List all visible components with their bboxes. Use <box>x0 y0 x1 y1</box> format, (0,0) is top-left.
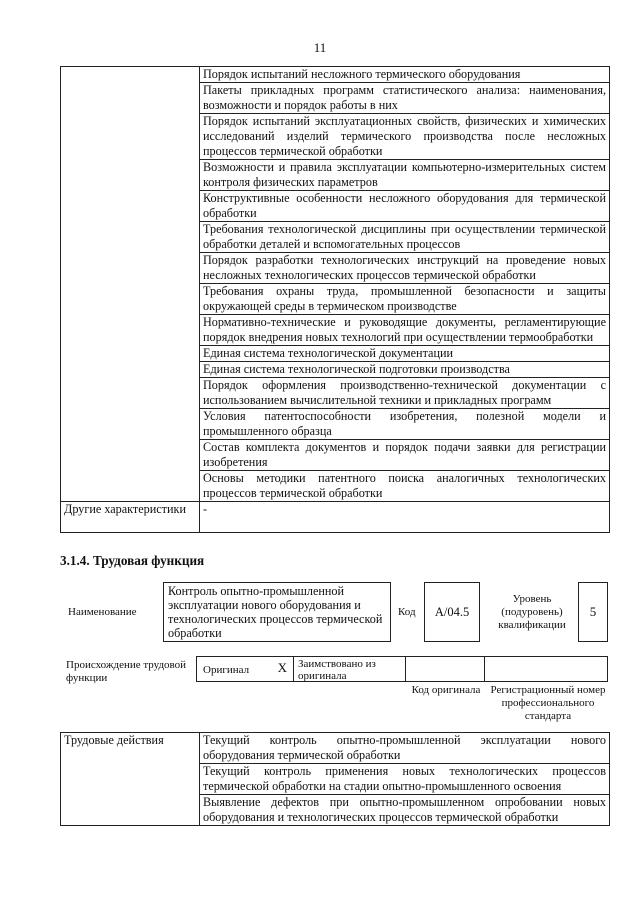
knowledge-table <box>60 66 610 533</box>
reg-number-cell <box>484 656 608 682</box>
knowledge-item: Единая система технологической документации <box>200 346 610 362</box>
orig-code-label: Код оригинала <box>411 684 481 696</box>
labor-action-item: Текущий контроль опытно-промышленной эксплуатации нового оборудования термической обработки <box>200 733 610 764</box>
knowledge-item: Состав комплекта документов и порядок подачи заявки для регистрации изобретения <box>200 440 610 471</box>
original-label: Оригинал <box>203 664 250 676</box>
knowledge-item: Порядок испытаний несложного термического оборудования <box>200 67 610 83</box>
knowledge-item: Возможности и правила эксплуатации компьютерно-измерительных систем контроля физических параметров <box>200 160 610 191</box>
labor-action-item: Выявление дефектов при опытно-промышленном опробовании новых оборудования и технологических процессов термической обработки <box>200 795 610 826</box>
origin-grid <box>196 656 608 682</box>
borrowed-label: Заимствовано из оригинала <box>298 658 376 682</box>
section-title: 3.1.4. Трудовая функция <box>60 553 205 568</box>
knowledge-item: Требования охраны труда, промышленной безопасности и защиты окружающей среды в термическом производстве <box>200 284 610 315</box>
labor-actions-label: Трудовые действия <box>61 733 200 826</box>
page-number: 11 <box>313 40 327 55</box>
knowledge-item: Единая система технологической подготовки производства <box>200 362 610 378</box>
knowledge-item: Требования технологической дисциплины при осуществлении термической обработки деталей и вспомогательных процессов <box>200 222 610 253</box>
knowledge-item: Пакеты прикладных программ статистического анализа: наименования, возможности и порядок работы в них <box>200 83 610 114</box>
knowledge-item: Порядок оформления производственно-технической документации с использованием вычислительной техники и прикладных программ <box>200 378 610 409</box>
labor-action-item: Текущий контроль применения новых технологических процессов термической обработки на стадии опытно-промышленного освоения <box>200 764 610 795</box>
other-characteristics-label: Другие характеристики <box>61 502 200 533</box>
orig-code-cell <box>405 656 485 682</box>
origin-label: Происхождение трудовой функции <box>66 659 187 684</box>
knowledge-item: Порядок разработки технологических инструкций на проведение новых несложных технологических процессов термической обработки <box>200 253 610 284</box>
knowledge-item: Условия патентоспособности изобретения, полезной модели и промышленного образца <box>200 409 610 440</box>
borrowed-cell <box>293 656 406 682</box>
level-value-box: 5 <box>578 582 608 642</box>
code-label: Код <box>398 606 416 618</box>
name-label: Наименование <box>68 606 137 618</box>
knowledge-label-cell <box>61 67 200 502</box>
labor-action-row <box>61 733 610 764</box>
code-value-box: A/04.5 <box>424 582 480 642</box>
knowledge-item: Порядок испытаний эксплуатационных свойств, физических и химических исследований изделий термического производства после несложных процессов термической обработки <box>200 114 610 160</box>
original-cell <box>196 656 294 682</box>
knowledge-item: Нормативно-технические и руководящие документы, регламентирующие порядок внедрения новых технологий при осуществлении термообработки <box>200 315 610 346</box>
other-characteristics-value: - <box>200 502 610 533</box>
knowledge-item: Конструктивные особенности несложного оборудования для термической обработки <box>200 191 610 222</box>
original-mark: X <box>277 660 287 675</box>
knowledge-item: Основы методики патентного поиска аналогичных технологических процессов термической обработки <box>200 471 610 502</box>
labor-actions-table <box>60 732 610 826</box>
knowledge-row <box>61 67 610 83</box>
reg-number-label: Регистрационный номер профессионального стандарта <box>490 684 606 722</box>
other-characteristics-row <box>61 502 610 533</box>
function-name-box: Контроль опытно-промышленной эксплуатации нового оборудования и технологических процессов термической обработки <box>163 582 391 642</box>
level-label: Уровень (подуровень) квалификации <box>498 593 566 631</box>
